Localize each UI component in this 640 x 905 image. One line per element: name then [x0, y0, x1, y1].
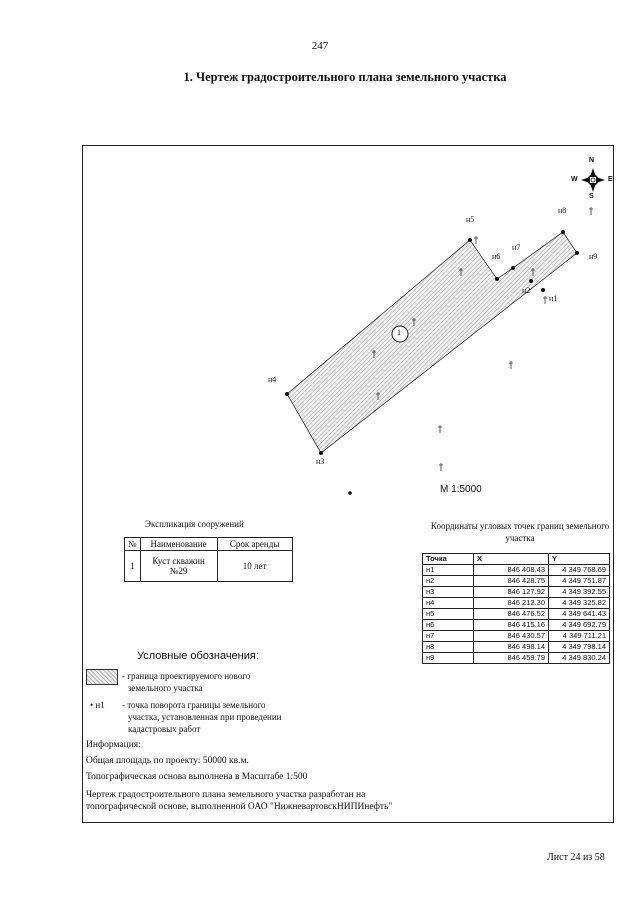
legend-point-text-1: - точка поворота границы земельного [122, 700, 266, 710]
map-scale: М 1:5000 [440, 484, 482, 495]
coord-point: н5 [423, 609, 474, 620]
table-row [423, 631, 610, 642]
coord-x: 846 498.14 [474, 642, 549, 653]
table-row [423, 576, 610, 587]
table-row [423, 565, 610, 576]
sheet-number: Лист 24 из 58 [547, 852, 605, 863]
coord-y: 4 349 692.79 [549, 620, 610, 631]
coord-x: 846 415.16 [474, 620, 549, 631]
coord-y: 4 349 392.55 [549, 587, 610, 598]
point-n6-marker [495, 277, 499, 281]
table-row [423, 587, 610, 598]
coord-header-y: Y [549, 554, 610, 565]
point-label-n5: н5 [466, 215, 475, 224]
info-note-2: топографической основе, выполненной ОАО "НижневартовскНИПИнефть" [86, 802, 393, 812]
info-area: Общая площадь по проекту: 50000 кв.м. [86, 756, 249, 766]
survey-dot [348, 491, 352, 495]
point-n9-marker [575, 251, 579, 255]
coord-point: н4 [423, 598, 474, 609]
legend-boundary-text-2: земельного участка [128, 683, 203, 693]
coordinates-table [422, 553, 610, 664]
legend-point-text-2: участка, установленная при проведении [128, 712, 282, 722]
coord-x: 846 459.79 [474, 653, 549, 664]
point-label-n1: н1 [549, 294, 558, 303]
table-row [423, 598, 610, 609]
point-label-n7: н7 [512, 243, 521, 252]
explication-header-name: Наименование [140, 538, 217, 551]
table-row [423, 620, 610, 631]
compass-icon [581, 168, 605, 192]
point-label-n4: н4 [268, 375, 277, 384]
legend-point-text-3: кадастровых работ [128, 724, 201, 734]
coord-y: 4 349 768.69 [549, 565, 610, 576]
coord-point: н1 [423, 565, 474, 576]
coord-y: 4 349 798.14 [549, 642, 610, 653]
point-n2-marker [529, 279, 533, 283]
parcel-id-label: 1 [397, 328, 401, 337]
legend-boundary-text-1: - граница проектируемого нового [122, 671, 251, 681]
point-n8-marker [561, 230, 565, 234]
explication-title: Экспликация сооружений [145, 519, 244, 529]
coord-y: 4 349 711.21 [549, 631, 610, 642]
coord-point: н2 [423, 576, 474, 587]
coord-x: 846 476.52 [474, 609, 549, 620]
coord-point: н6 [423, 620, 474, 631]
coord-x: 846 408.43 [474, 565, 549, 576]
coord-x: 846 430.57 [474, 631, 549, 642]
coord-point: н7 [423, 631, 474, 642]
hatch-swatch-icon [86, 669, 118, 685]
compass-s-label: S [589, 193, 594, 200]
point-label-n6: н6 [492, 252, 501, 261]
coord-x: 846 127.92 [474, 587, 549, 598]
coord-y: 4 349 325.82 [549, 598, 610, 609]
point-n3-marker [319, 451, 323, 455]
coord-point: н9 [423, 653, 474, 664]
compass-w-label: W [571, 176, 578, 183]
point-label-n9: н9 [589, 252, 598, 261]
coord-y: 4 349 641.43 [549, 609, 610, 620]
coordinates-title: Координаты угловых точек границ земельного участка [430, 521, 610, 543]
legend-title: Условные обозначения: [137, 650, 259, 662]
point-n1-marker [541, 288, 545, 292]
point-n5-marker [468, 238, 472, 242]
table-row [423, 609, 610, 620]
table-row [423, 642, 610, 653]
explication-header-term: Срок аренды [217, 538, 292, 551]
coord-x: 846 428.75 [474, 576, 549, 587]
info-topo: Топографическая основа выполнена в Масштабе 1:500 [86, 772, 308, 782]
explication-header-num: № [125, 538, 141, 551]
coord-point: н8 [423, 642, 474, 653]
point-n7-marker [511, 266, 515, 270]
explication-cell: 10 лет [217, 551, 292, 582]
parcel-boundary [287, 232, 577, 453]
legend-point-symbol: • н1 [90, 700, 105, 710]
point-n4-marker [285, 392, 289, 396]
point-label-n8: н8 [558, 206, 567, 215]
page-number: 247 [311, 40, 329, 52]
info-note-1: Чертеж градостроительного плана земельного участка разработан на [86, 790, 366, 800]
explication-table [124, 537, 293, 582]
coord-x: 846 212.30 [474, 598, 549, 609]
explication-cell: 1 [125, 551, 141, 582]
compass-n-label: N [589, 157, 595, 164]
compass-e-label: E [608, 176, 613, 183]
document-title: 1. Чертеж градостроительного плана земельного участка [183, 70, 507, 84]
info-label: Информация: [86, 740, 141, 750]
coord-y: 4 349 751.87 [549, 576, 610, 587]
coord-header-x: X [474, 554, 549, 565]
coord-y: 4 349 830.24 [549, 653, 610, 664]
table-row [423, 653, 610, 664]
coord-header-point: Точка [423, 554, 474, 565]
explication-cell: Куст скважин №29 [140, 551, 217, 582]
point-label-n3: н3 [316, 457, 325, 466]
point-label-n2: н2 [522, 286, 531, 295]
coord-point: н3 [423, 587, 474, 598]
